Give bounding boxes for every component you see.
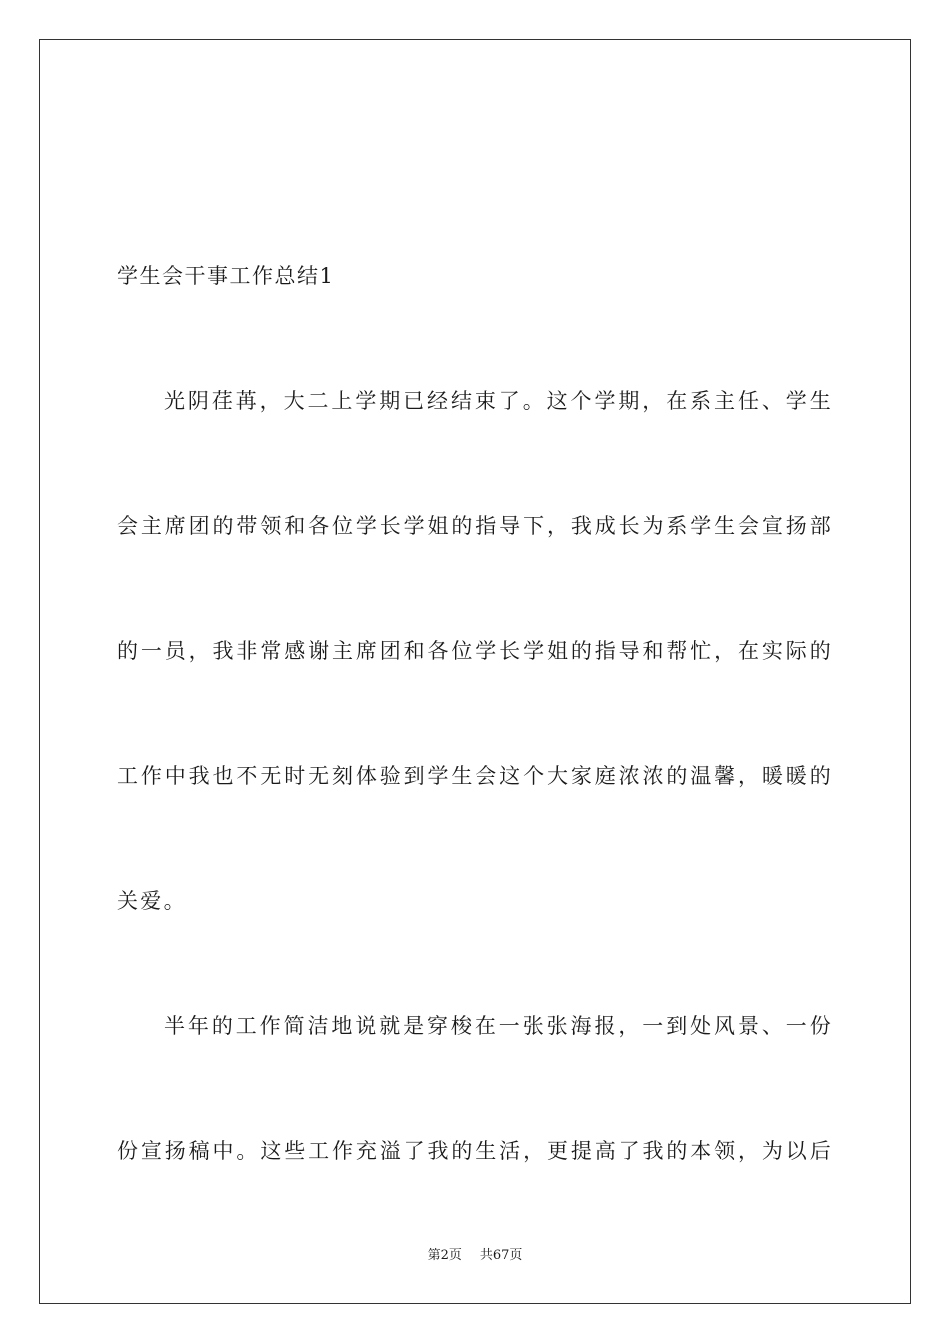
paragraph-2-line-2: 份宣扬稿中。这些工作充溢了我的生活，更提高了我的本领，为以后 <box>117 1139 833 1163</box>
paragraph-1-line-5: 关爱。 <box>117 889 187 913</box>
total-page-count: 共67页 <box>479 1248 523 1263</box>
paragraph-1-line-3: 的一员，我非常感谢主席团和各位学长学姐的指导和帮忙，在实际的 <box>117 639 833 663</box>
page-border <box>39 39 911 1304</box>
current-page-number: 第2页 <box>427 1248 462 1263</box>
paragraph-1-line-4: 工作中我也不无时无刻体验到学生会这个大家庭浓浓的温馨，暖暖的 <box>117 764 833 788</box>
paragraph-1-line-2: 会主席团的带领和各位学长学姐的指导下，我成长为系学生会宣扬部 <box>117 514 833 538</box>
page-footer <box>0 1247 950 1265</box>
paragraph-2-line-1: 半年的工作简洁地说就是穿梭在一张张海报，一到处风景、一份 <box>164 1014 833 1038</box>
document-title: 学生会干事工作总结1 <box>117 264 335 288</box>
paragraph-1-line-1: 光阴荏苒，大二上学期已经结束了。这个学期，在系主任、学生 <box>164 389 833 413</box>
